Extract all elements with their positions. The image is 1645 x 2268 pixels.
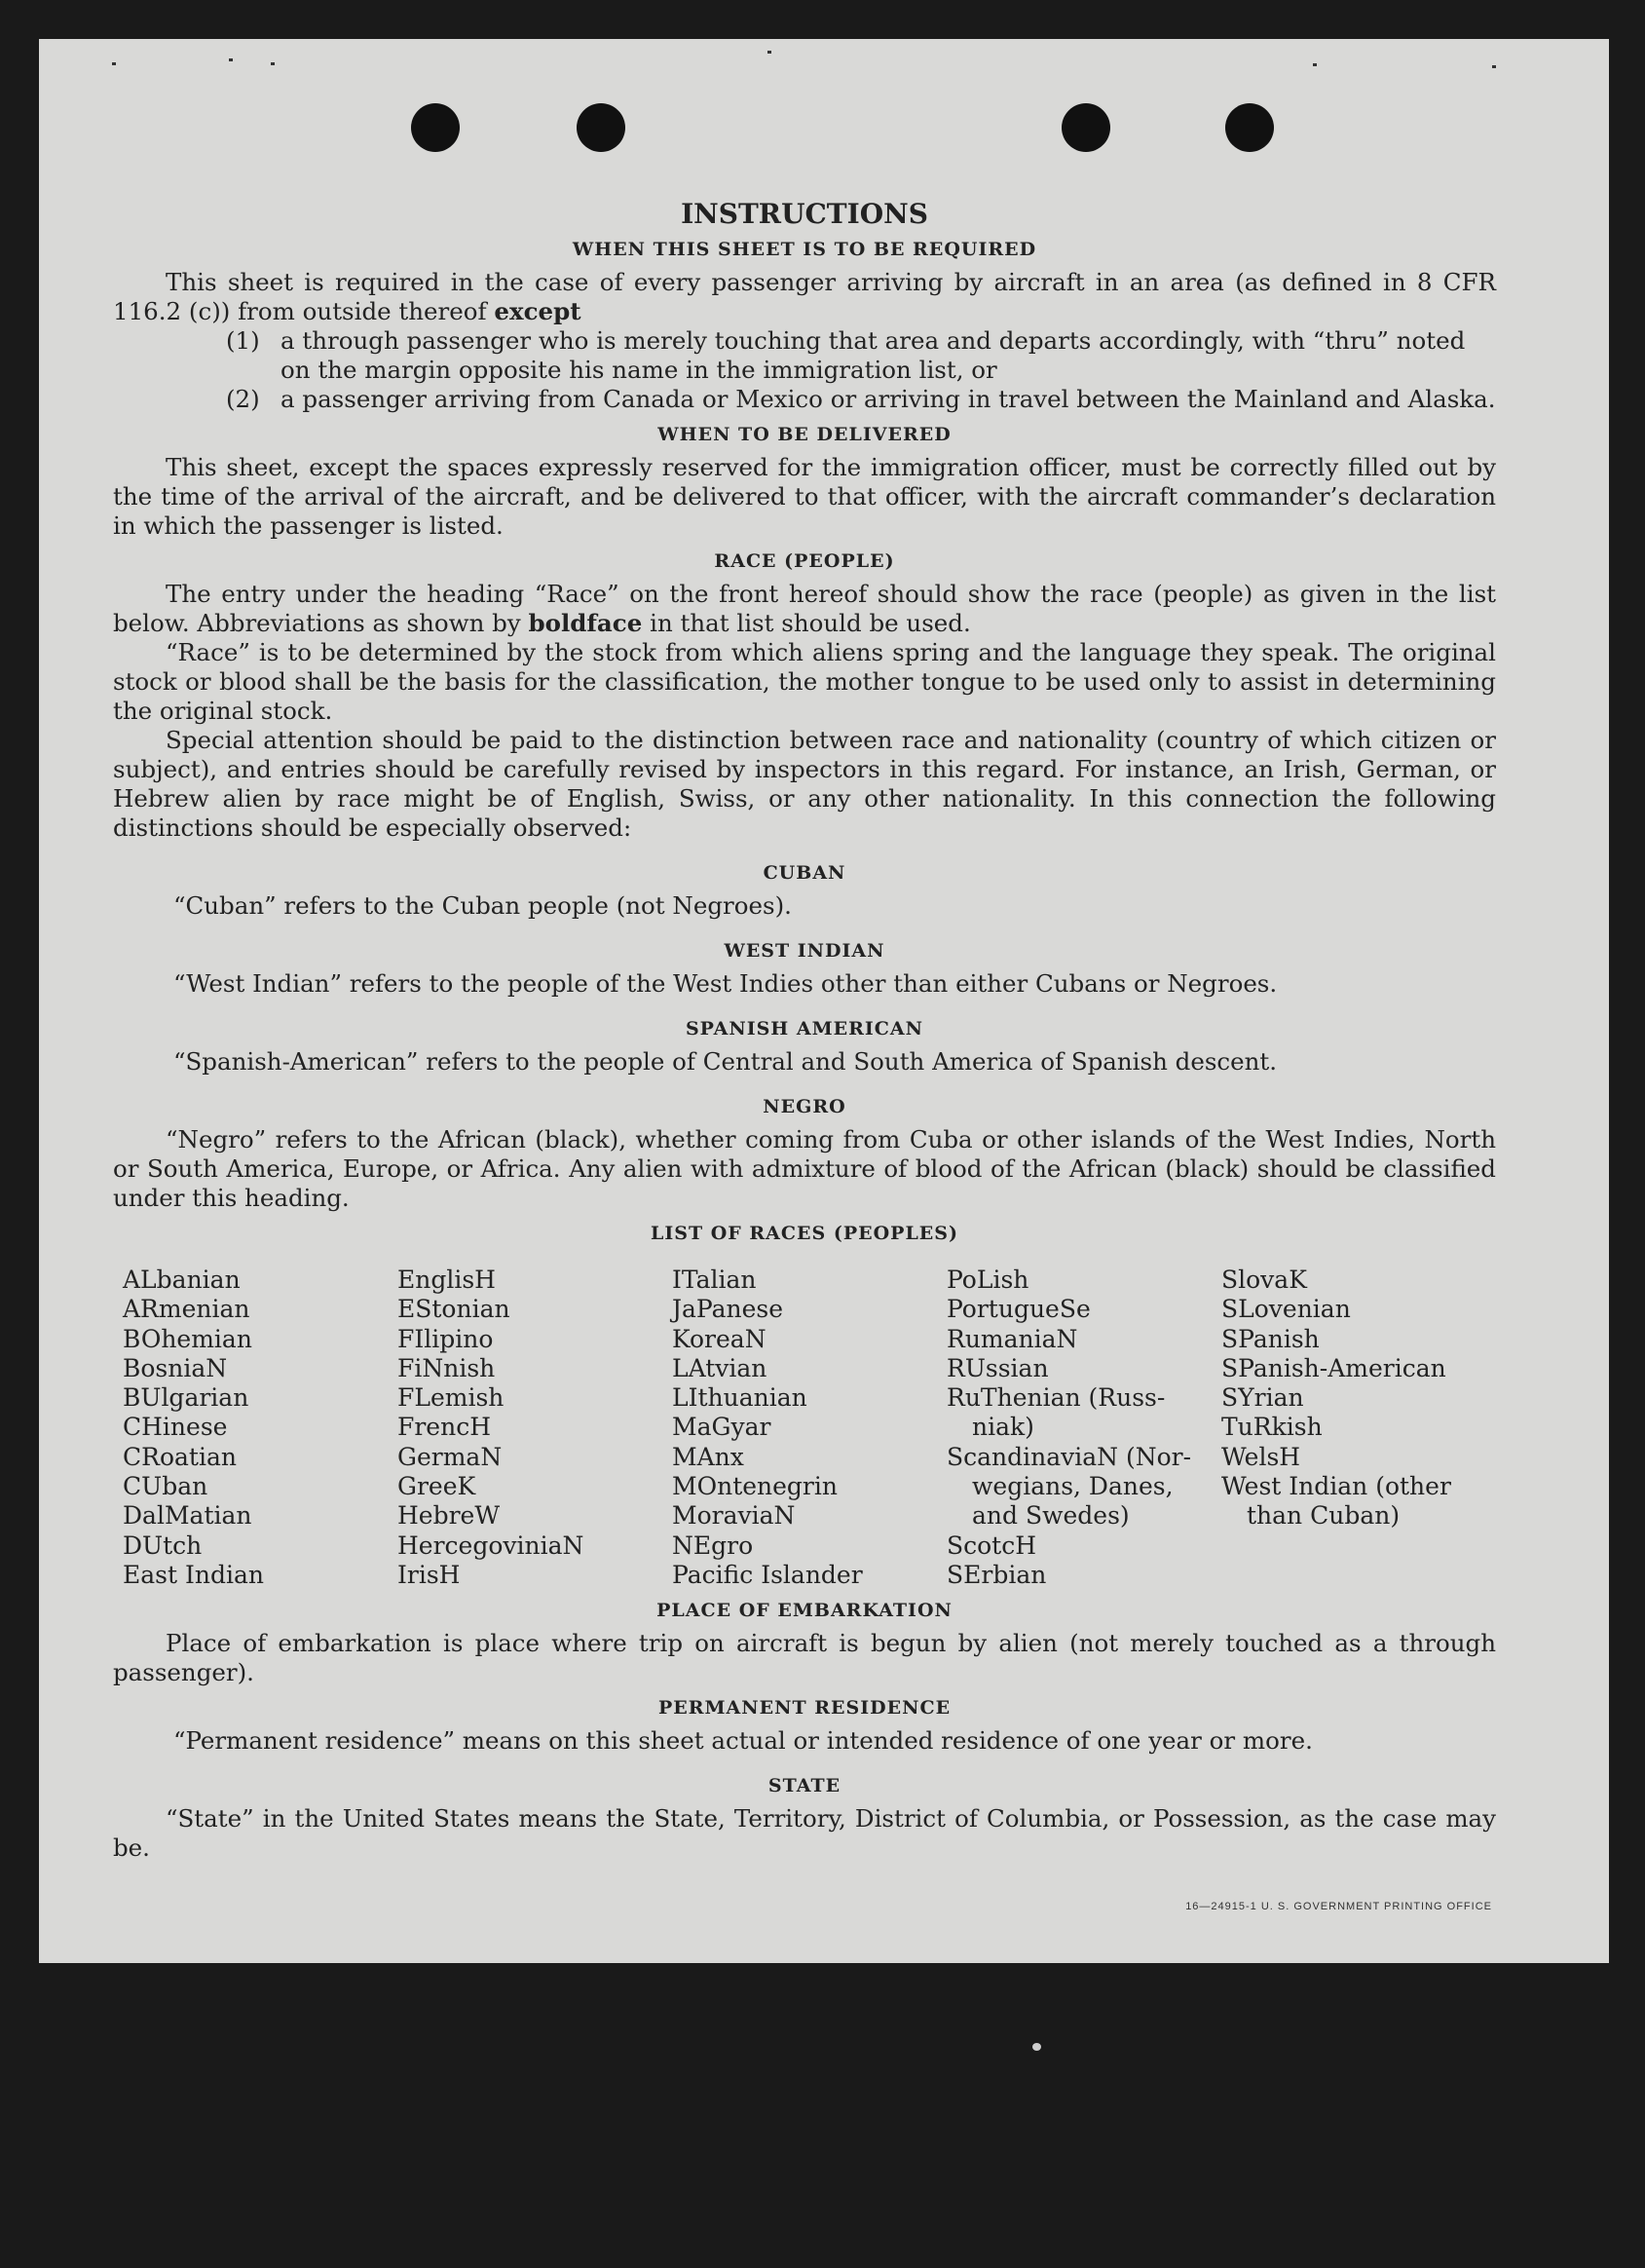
punch-hole: [577, 103, 625, 152]
paragraph-text: This sheet is required in the case of every passenger arriving by aircraft in an area (as defined in 8 CFR 116.2 (c)) from outside thereof: [113, 268, 1496, 325]
race-entry: West Indian (other: [1221, 1472, 1451, 1501]
speck: [271, 62, 275, 65]
paragraph-text: The entry under the heading “Race” on the front hereof should show the race (people) as given in the list below. Abbreviations as shown by: [113, 580, 1496, 637]
race-entry: FLemish: [397, 1383, 505, 1413]
race-column: [123, 1266, 397, 1590]
section-heading: STATE: [767, 1775, 841, 1797]
race-entry: EStonian: [397, 1295, 510, 1324]
paragraph: “State” in the United States means the State, Territory, District of Columbia, or Possession, as the case may be.: [113, 1804, 1496, 1863]
bold-text: except: [494, 297, 581, 325]
race-column: [947, 1266, 1221, 1590]
list-item: [226, 326, 1496, 385]
punch-hole: [411, 103, 460, 152]
race-entry: HercegoviniaN: [397, 1531, 584, 1560]
paragraph: [113, 580, 1496, 638]
race-entry: BOhemian: [123, 1324, 252, 1353]
speck: [1492, 65, 1496, 68]
race-entry: MAnx: [672, 1442, 744, 1471]
race-entry: CRoatian: [123, 1442, 237, 1471]
race-entry: DUtch: [123, 1531, 203, 1560]
race-entry: SlovaK: [1221, 1266, 1307, 1294]
race-entry: FrencH: [397, 1413, 491, 1442]
section-heading: NEGRO: [763, 1096, 846, 1117]
item-number: (2): [226, 385, 260, 413]
race-column: [672, 1266, 947, 1590]
page-title: INSTRUCTIONS: [681, 198, 928, 230]
paragraph: This sheet, except the spaces expressly reserved for the immigration officer, must be correctly filled out by the time of the arrival of the aircraft, and be delivered to that officer, with the aircraft commander’s declaration in which the passenger is listed.: [113, 453, 1496, 540]
paragraph: “Negro” refers to the African (black), whether coming from Cuba or other islands of the West Indies, North or South America, Europe, or Africa. Any alien with admixture of blood of the African (black) should be classified under this heading.: [113, 1125, 1496, 1212]
list-item: [226, 385, 1496, 414]
paragraph: Place of embarkation is place where trip on aircraft is begun by alien (not merely touched as a through passenger).: [113, 1629, 1496, 1687]
race-entry: GermaN: [397, 1442, 503, 1471]
race-entry: FiNnish: [397, 1353, 496, 1382]
race-entry: ITalian: [672, 1266, 757, 1294]
item-text: a passenger arriving from Canada or Mexico or arriving in travel between the Mainland and Alaska.: [280, 385, 1496, 413]
section-heading: WHEN THIS SHEET IS TO BE REQUIRED: [572, 239, 1037, 260]
section-heading: RACE (PEOPLE): [714, 550, 895, 572]
race-entry: LAtvian: [672, 1353, 767, 1382]
race-entry: ScotcH: [947, 1531, 1037, 1560]
race-entry: IrisH: [397, 1560, 461, 1589]
speck: [767, 51, 771, 54]
speck: [1313, 63, 1317, 66]
printing-office-footer: 16—24915-1 U. S. GOVERNMENT PRINTING OFFICE: [1185, 1901, 1492, 1912]
race-entry: FIlipino: [397, 1324, 494, 1353]
section-heading: LIST OF RACES (PEOPLES): [651, 1223, 958, 1244]
race-entry: NEgro: [672, 1531, 754, 1560]
paragraph: Special attention should be paid to the distinction between race and nationality (country of which citizen or subject), and entries should be carefully revised by inspectors in this regard. For instance, an Irish, German, or Hebrew alien by race might be of English, Swiss, or any other nationality. In this connection the following distinctions should be especially observed:: [113, 726, 1496, 842]
section-heading: WHEN TO BE DELIVERED: [657, 424, 952, 445]
race-entry: SPanish-American: [1221, 1353, 1446, 1382]
paragraph: “Spanish-American” refers to the people of Central and South America of Spanish descent.: [173, 1047, 1278, 1076]
race-entry: RUssian: [947, 1353, 1049, 1382]
punch-hole: [1062, 103, 1110, 152]
race-entry: MOntenegrin: [672, 1472, 838, 1501]
race-entry: WelsH: [1221, 1442, 1301, 1471]
race-entry: KoreaN: [672, 1324, 766, 1353]
race-entry: BUlgarian: [123, 1383, 249, 1413]
paragraph: “West Indian” refers to the people of the West Indies other than either Cubans or Negroes.: [173, 969, 1278, 998]
paragraph: [113, 268, 1496, 326]
race-entry: HebreW: [397, 1501, 501, 1531]
race-entry: SYrian: [1221, 1383, 1304, 1413]
race-entry: East Indian: [123, 1560, 264, 1589]
form-sheet: [39, 39, 1609, 1963]
instructions-body: [113, 200, 1496, 1863]
race-entry: MoraviaN: [672, 1501, 796, 1531]
race-entry: RumaniaN: [947, 1324, 1078, 1353]
race-column: [397, 1266, 672, 1590]
race-entry: JaPanese: [672, 1295, 784, 1324]
race-entry: RuThenian (Russ-: [947, 1383, 1166, 1413]
race-entry: SLovenian: [1221, 1295, 1351, 1324]
race-entry: MaGyar: [672, 1413, 771, 1442]
section-heading: PERMANENT RESIDENCE: [657, 1697, 952, 1720]
race-entry: CHinese: [123, 1413, 228, 1442]
paragraph-text: in that list should be used.: [650, 609, 971, 637]
race-entry: SErbian: [947, 1560, 1047, 1589]
speck: [1032, 2043, 1041, 2051]
race-list: [123, 1266, 1496, 1590]
race-entry: SPanish: [1221, 1324, 1320, 1353]
race-entry: niak): [972, 1413, 1034, 1442]
race-entry: TuRkish: [1221, 1413, 1323, 1442]
race-entry: DalMatian: [123, 1501, 252, 1531]
section-heading: CUBAN: [763, 862, 846, 884]
section-heading: SPANISH AMERICAN: [685, 1018, 924, 1040]
race-entry: and Swedes): [972, 1501, 1130, 1531]
race-entry: PoLish: [947, 1266, 1029, 1294]
race-entry: wegians, Danes,: [972, 1472, 1174, 1501]
race-entry: BosniaN: [123, 1353, 228, 1382]
race-entry: ALbanian: [123, 1266, 241, 1294]
item-text: a through passenger who is merely touching that area and departs accordingly, with “thru” noted on the margin opposite his name in the immigration list, or: [280, 326, 1466, 384]
item-number: (1): [226, 326, 260, 355]
paragraph: “Permanent residence” means on this sheet actual or intended residence of one year or more.: [173, 1726, 1313, 1756]
paragraph: “Race” is to be determined by the stock from which aliens spring and the language they speak. The original stock or blood shall be the basis for the classification, the mother tongue to be used only to assist in determining the original stock.: [113, 638, 1496, 725]
race-entry: ARmenian: [123, 1295, 250, 1324]
speck: [229, 58, 233, 61]
section-heading: PLACE OF EMBARKATION: [656, 1600, 953, 1622]
race-entry: EnglisH: [397, 1266, 496, 1294]
speck: [112, 62, 116, 65]
race-entry: Pacific Islander: [672, 1560, 863, 1589]
race-entry: than Cuban): [1247, 1501, 1401, 1531]
punch-hole: [1225, 103, 1274, 152]
section-heading: WEST INDIAN: [724, 940, 885, 962]
race-entry: GreeK: [397, 1472, 476, 1501]
paragraph: “Cuban” refers to the Cuban people (not Negroes).: [173, 891, 792, 920]
race-entry: ScandinaviaN (Nor-: [947, 1442, 1192, 1471]
race-entry: CUban: [123, 1472, 208, 1501]
race-entry: LIthuanian: [672, 1383, 807, 1413]
race-entry: PortugueSe: [947, 1295, 1091, 1324]
bold-text: boldface: [528, 609, 643, 637]
race-column: [1221, 1266, 1496, 1590]
